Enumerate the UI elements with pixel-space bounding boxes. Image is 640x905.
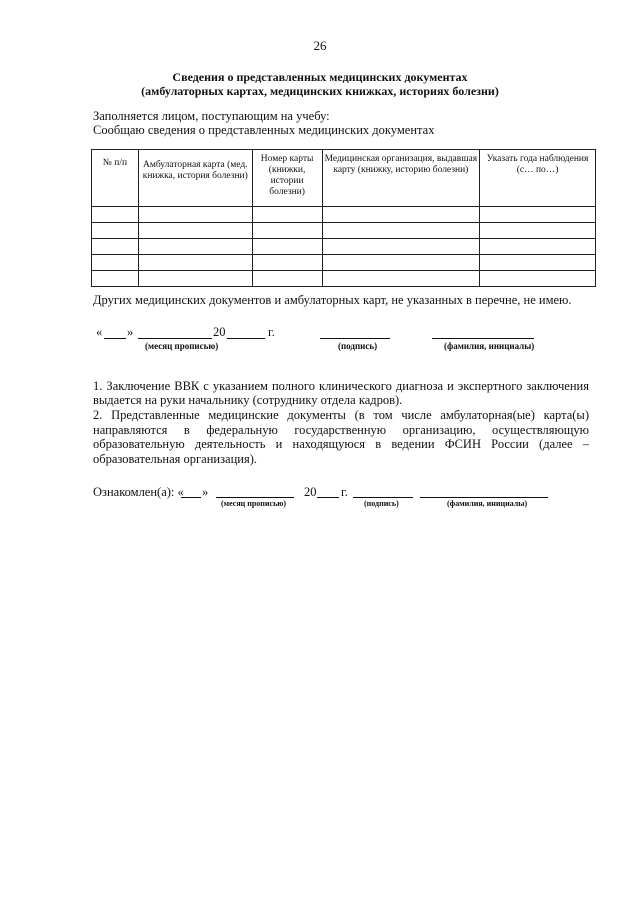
document-title-line-2: (амбулаторных картах, медицинских книжках, историях болезни) bbox=[141, 84, 499, 98]
header-outpatient-card: Амбулаторная карта (мед. книжка, история болезни) bbox=[138, 150, 252, 207]
month-field-line[interactable] bbox=[138, 338, 212, 339]
table-cell[interactable] bbox=[138, 255, 252, 271]
header-row-number: № п/п bbox=[92, 150, 139, 207]
table-row bbox=[92, 207, 596, 223]
table-cell[interactable] bbox=[252, 239, 322, 255]
caption-month: (месяц прописью) bbox=[145, 341, 219, 351]
header-observation-years: Указать года наблюдения (с… по…) bbox=[480, 150, 596, 207]
ack-caption-month: (месяц прописью) bbox=[221, 499, 287, 508]
table-cell[interactable] bbox=[252, 271, 322, 287]
caption-name: (фамилия, инициалы) bbox=[444, 341, 535, 351]
year-prefix: 20 bbox=[213, 325, 226, 339]
table-cell[interactable] bbox=[322, 207, 480, 223]
table-row bbox=[92, 239, 596, 255]
table-cell[interactable] bbox=[480, 223, 596, 239]
ack-year-suffix: г. bbox=[341, 485, 348, 499]
page-number: 26 bbox=[313, 38, 327, 53]
medical-documents-table bbox=[91, 149, 596, 287]
note-2-line-4: образовательная организация). bbox=[93, 452, 258, 466]
note-2-line-3: образовательную деятельность и находящуюся в ведении ФСИН России (далее – bbox=[93, 437, 589, 451]
note-2-line-2: направляются в федеральную государственную организацию, осуществляющую bbox=[93, 423, 589, 437]
table-cell[interactable] bbox=[92, 271, 139, 287]
table-cell[interactable] bbox=[322, 255, 480, 271]
table-cell[interactable] bbox=[92, 223, 139, 239]
table-cell[interactable] bbox=[480, 207, 596, 223]
ack-close-quote: » bbox=[202, 485, 209, 499]
acknowledged-label: Ознакомлен(а): « bbox=[93, 485, 184, 499]
note-1-line-2: выдается на руки начальнику (сотруднику отдела кадров). bbox=[93, 393, 403, 407]
table-row bbox=[92, 271, 596, 287]
document-title-line-1: Сведения о представленных медицинских документах bbox=[172, 70, 468, 84]
table-cell[interactable] bbox=[138, 271, 252, 287]
ack-year-field-line[interactable] bbox=[317, 497, 339, 498]
table-cell[interactable] bbox=[480, 271, 596, 287]
table-cell[interactable] bbox=[252, 207, 322, 223]
intro-line-1: Заполняется лицом, поступающим на учебу: bbox=[93, 109, 330, 123]
ack-month-field-line[interactable] bbox=[216, 497, 294, 498]
table-cell[interactable] bbox=[322, 271, 480, 287]
table-cell[interactable] bbox=[480, 255, 596, 271]
header-card-number: Номер карты (книжки, истории болезни) bbox=[252, 150, 322, 207]
table-cell[interactable] bbox=[138, 207, 252, 223]
name-field-line[interactable] bbox=[432, 338, 534, 339]
table-row bbox=[92, 255, 596, 271]
table-cell[interactable] bbox=[252, 255, 322, 271]
date-close-quote: » bbox=[127, 325, 134, 339]
signature-field-line[interactable] bbox=[320, 338, 390, 339]
ack-caption-name: (фамилия, инициалы) bbox=[447, 499, 528, 508]
caption-signature: (подпись) bbox=[338, 341, 378, 351]
note-1-line-1: 1. Заключение ВВК с указанием полного клинического диагноза и экспертного заключения bbox=[93, 379, 589, 393]
ack-day-field-line[interactable] bbox=[181, 497, 201, 498]
ack-name-field-line[interactable] bbox=[420, 497, 548, 498]
table-cell[interactable] bbox=[322, 239, 480, 255]
table-cell[interactable] bbox=[138, 239, 252, 255]
year-field-line[interactable] bbox=[227, 338, 265, 339]
ack-signature-field-line[interactable] bbox=[353, 497, 413, 498]
table-cell[interactable] bbox=[480, 239, 596, 255]
intro-line-2: Сообщаю сведения о представленных медицинских документах bbox=[93, 123, 435, 137]
table-header-row bbox=[92, 150, 596, 207]
table-cell[interactable] bbox=[252, 223, 322, 239]
note-2-line-1: 2. Представленные медицинские документы (в том числе амбулаторная(ые) карта(ы) bbox=[93, 408, 589, 422]
table-cell[interactable] bbox=[92, 239, 139, 255]
table-row bbox=[92, 223, 596, 239]
table-cell[interactable] bbox=[92, 207, 139, 223]
ack-year-prefix: 20 bbox=[304, 485, 317, 499]
table-cell[interactable] bbox=[322, 223, 480, 239]
no-other-documents-statement: Других медицинских документов и амбулаторных карт, не указанных в перечне, не имею. bbox=[93, 293, 572, 307]
day-field-line[interactable] bbox=[104, 338, 126, 339]
table-cell[interactable] bbox=[138, 223, 252, 239]
table-cell[interactable] bbox=[92, 255, 139, 271]
date-open-quote: « bbox=[96, 325, 103, 339]
ack-caption-signature: (подпись) bbox=[364, 499, 399, 508]
header-medical-organization: Медицинская организация, выдавшая карту (книжку, историю болезни) bbox=[322, 150, 480, 207]
year-suffix: г. bbox=[268, 325, 275, 339]
